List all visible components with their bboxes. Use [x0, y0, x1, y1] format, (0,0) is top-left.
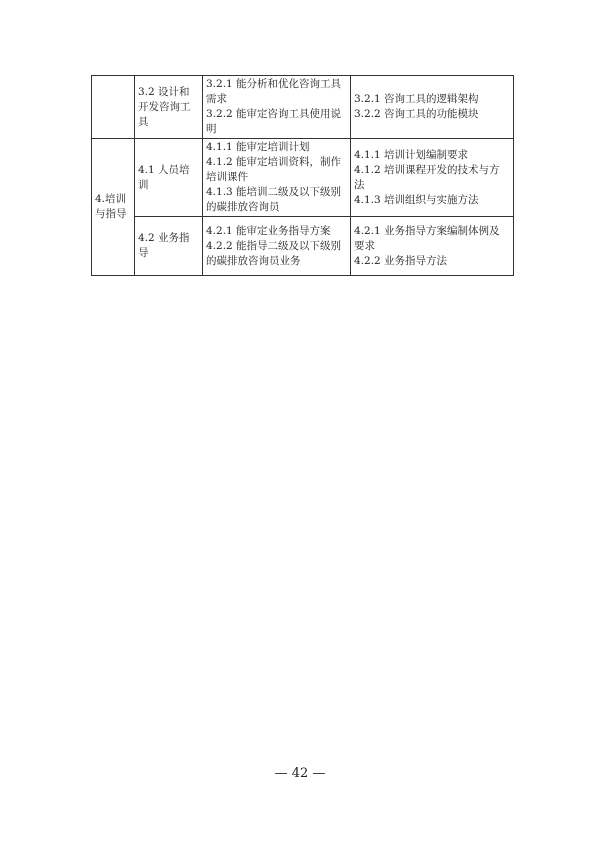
knowledge-item: 4.2.1 业务指导方案编制体例及要求	[354, 224, 500, 252]
table-row	[92, 217, 514, 276]
ability-cell	[203, 217, 351, 276]
knowledge-cell	[351, 76, 514, 139]
table-row	[92, 76, 514, 139]
knowledge-cell	[351, 217, 514, 276]
ability-cell	[203, 76, 351, 139]
knowledge-item: 3.2.1 咨询工具的逻辑架构	[354, 93, 479, 105]
unit-cell: 3.2 设计和开发咨询工具	[135, 76, 203, 139]
page-number: — 42 —	[274, 766, 326, 781]
domain-cell	[92, 76, 135, 139]
ability-item: 3.2.1 能分析和优化咨询工具需求	[206, 78, 342, 105]
ability-cell	[203, 139, 351, 217]
knowledge-item: 4.1.3 培训组织与实施方法	[354, 193, 479, 206]
ability-item: 4.1.3 能培训二级及以下级别的碳排放咨询员	[206, 186, 342, 213]
knowledge-item: 3.2.2 咨询工具的功能模块	[354, 108, 479, 120]
domain-cell: 4.培训与指导	[92, 139, 135, 276]
knowledge-item: 4.1.1 培训计划编制要求	[354, 148, 469, 161]
unit-cell: 4.2 业务指导	[135, 217, 203, 276]
ability-item: 3.2.2 能审定咨询工具使用说明	[206, 108, 342, 135]
ability-item: 4.2.1 能审定业务指导方案	[206, 224, 331, 237]
ability-item: 4.1.1 能审定培训计划	[206, 141, 310, 153]
knowledge-cell	[351, 139, 514, 217]
knowledge-item: 4.1.2 培训课程开发的技术与方法	[354, 163, 500, 191]
ability-item: 4.1.2 能审定培训资料，制作培训课件	[206, 156, 342, 183]
skill-requirements-table	[91, 75, 514, 276]
table-row	[92, 139, 514, 217]
ability-item: 4.2.2 能指导二级及以下级别的碳排放咨询员业务	[206, 239, 342, 267]
unit-cell: 4.1 人员培训	[135, 139, 203, 217]
knowledge-item: 4.2.2 业务指导方法	[354, 254, 448, 267]
